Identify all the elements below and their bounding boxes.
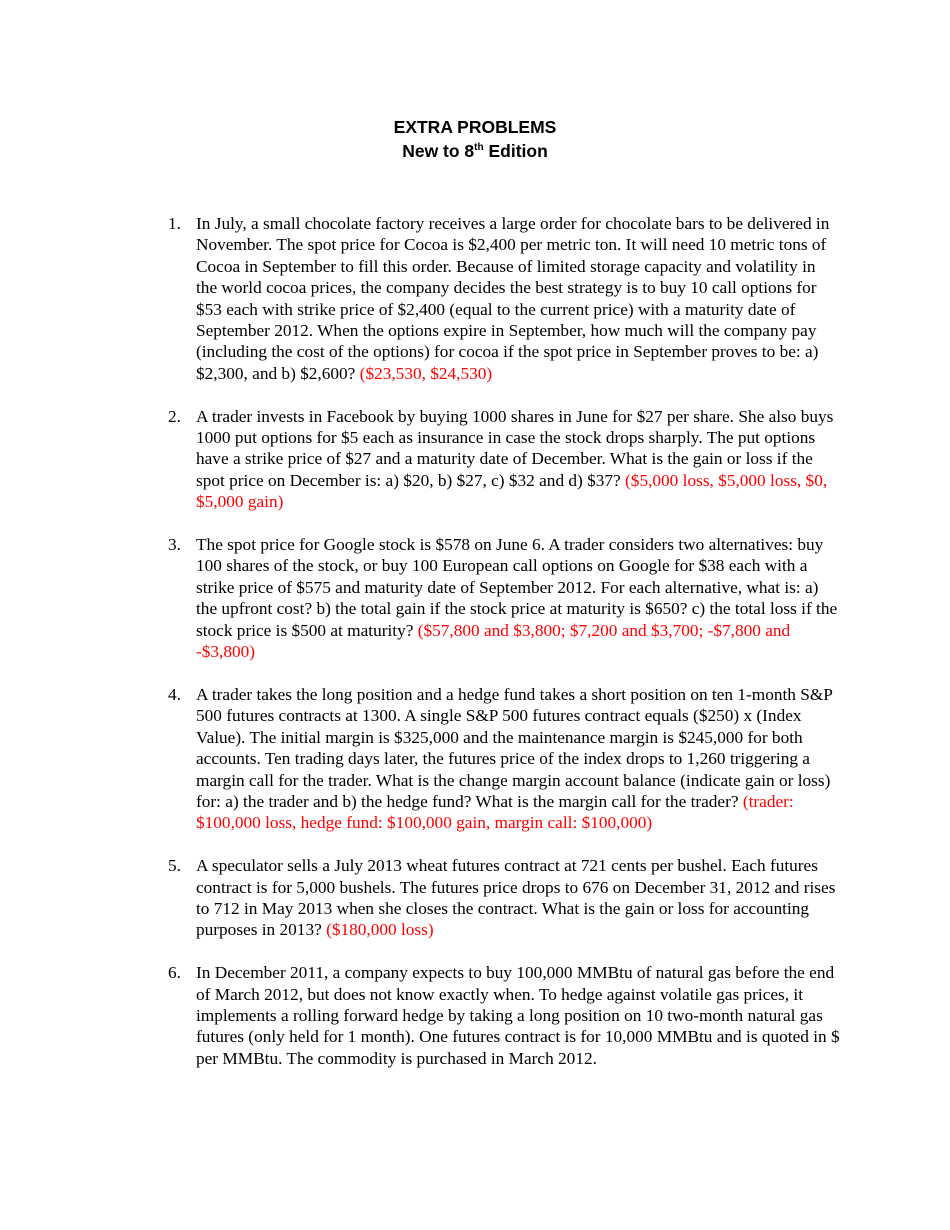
- subtitle-superscript: th: [474, 142, 484, 154]
- document-title: EXTRA PROBLEMS: [393, 117, 557, 137]
- problem-text: A trader takes the long position and a hedge fund takes a short position on ten 1-month S&P 500 futures contracts at 1300. A single S&P 500 futures contract equals ($250) x (Index Value). The initial margin is $325,000 and the maintenance margin is $245,000 for both accounts. Ten trading days later, the futures price of the index drops to 1,260 triggering a margin call for the trader. What is the change margin account balance (indicate gain or loss) for: a) the trader and b) the hedge fund? What is the margin call for the trader?: [196, 684, 833, 811]
- problem-answer: (trader: $100,000 loss, hedge fund: $100,000 gain, margin call: $100,000): [196, 791, 794, 833]
- problem-answer: ($23,530, $24,530): [359, 363, 493, 383]
- problem-number: 3.: [168, 535, 181, 555]
- problem-item: [168, 534, 840, 662]
- problem-number: 2.: [168, 406, 181, 426]
- problem-number: 1.: [168, 214, 181, 233]
- problem-text: A speculator sells a July 2013 wheat futures contract at 721 cents per bushel. Each futures contract is for 5,000 bushels. The futures price drops to 676 on December 31, 2012 and rises to 712 in May 2013 when she closes the contract. What is the gain or loss for accounting purposes in 2013?: [196, 856, 836, 940]
- problem-item: [168, 684, 840, 834]
- problem-answer: ($5,000 loss, $5,000 loss, $0, $5,000 gain): [196, 470, 828, 512]
- problem-item: [168, 213, 840, 384]
- problem-answer: ($180,000 loss): [326, 920, 434, 940]
- problem-list: [168, 213, 840, 1091]
- problem-text: In July, a small chocolate factory receives a large order for chocolate bars to be delivered in November. The spot price for Cocoa is $2,400 per metric ton. It will need 10 metric tons of Cocoa in September to fill this order. Because of limited storage capacity and volatility in the world cocoa prices, the company decides the best strategy is to buy 10 call options for $53 each with strike price of $2,400 (equal to the current price) with a maturity date of September 2012. When the options expire in September, how much will the company pay (including the cost of the options) for cocoa if the spot price in September proves to be: a) $2,300, and b) $2,600?: [196, 214, 830, 383]
- problem-number: 4.: [168, 684, 181, 704]
- problem-item: [168, 962, 840, 1069]
- document-header: [0, 115, 950, 163]
- problem-number: 5.: [168, 856, 181, 876]
- document-subtitle: [0, 139, 950, 163]
- subtitle-prefix: New to 8: [402, 141, 475, 161]
- problem-answer: ($57,800 and $3,800; $7,200 and $3,700; -$7,800 and -$3,800): [196, 620, 791, 662]
- problem-text: In December 2011, a company expects to buy 100,000 MMBtu of natural gas before the end of March 2012, but does not know exactly when. To hedge against volatile gas prices, it implements a rolling forward hedge by taking a long position on 10 two-month natural gas futures (only held for 1 month). One futures contract is for 10,000 MMBtu and is quoted in $ per MMBtu. The commodity is purchased in March 2012.: [196, 963, 840, 1068]
- problem-number: 6.: [168, 963, 181, 983]
- subtitle-suffix: Edition: [483, 141, 548, 161]
- problem-text: A trader invests in Facebook by buying 1000 shares in June for $27 per share. She also buys 1000 put options for $5 each as insurance in case the stock drops sharply. The put options have a strike price of $27 and a maturity date of December. What is the gain or loss if the spot price on December is: a) $20, b) $27, c) $32 and d) $37?: [196, 406, 834, 490]
- problem-item: [168, 855, 840, 941]
- problem-text: The spot price for Google stock is $578 on June 6. A trader considers two alternatives: buy 100 shares of the stock, or buy 100 European call options on Google for $38 each with a strike price of $575 and maturity date of September 2012. For each alternative, what is: a) the upfront cost? b) the total gain if the stock price at maturity is $650? c) the total loss if the stock price is $500 at maturity?: [196, 535, 838, 640]
- problem-item: [168, 406, 840, 513]
